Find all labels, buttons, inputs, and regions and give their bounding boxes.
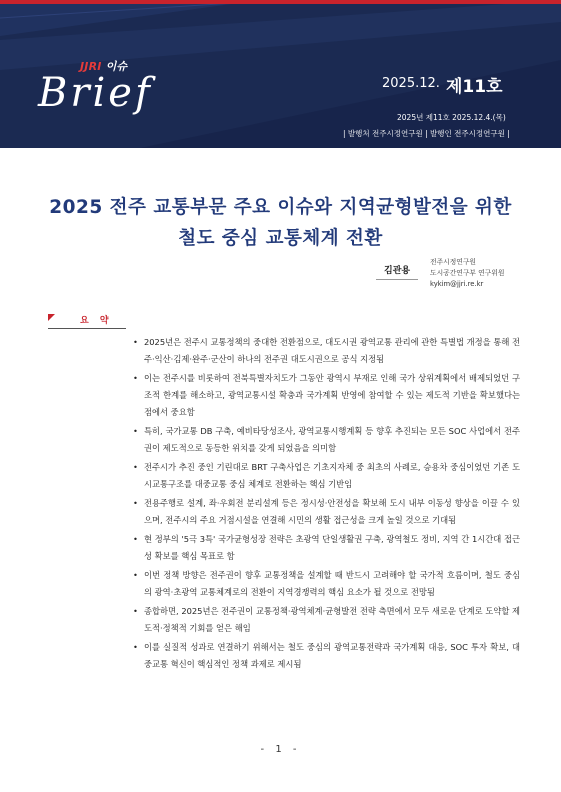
bullet-icon: • [133, 373, 138, 383]
summary-item-text: 이는 전주시를 비롯하여 전북특별자치도가 그동안 광역시 부재로 인해 국가 상위계획에서 배제되었던 구조적 한계를 해소하고, 광역교통시설 확충과 국가계획 반영에 참여할 수 있는 제도적 기반을 확보했다는 점에서 중요함 [144, 373, 520, 417]
summary-item-text: 종합하면, 2025년은 전주권이 교통정책·광역체계·균형발전 전략 측면에서 모두 새로운 단계로 도약할 제도적·정책적 기회를 얻은 해임 [144, 606, 520, 633]
brief-wordmark: Brief [38, 70, 153, 116]
summary-label: 요 약 [80, 316, 113, 326]
header-banner [0, 0, 561, 148]
summary-list [133, 334, 520, 675]
list-item [133, 423, 520, 457]
issue-number: 제11호 [446, 77, 503, 97]
bullet-icon: • [133, 498, 138, 508]
bullet-icon: • [133, 606, 138, 616]
jjri-logo-mark: JJRI [80, 60, 102, 73]
list-item [133, 370, 520, 421]
summary-item-text: 특히, 국가교통 DB 구축, 예비타당성조사, 광역교통시행계획 등 향후 추진되는 모든 SOC 사업에서 전주권이 제도적으로 동등한 위치를 갖게 되었음을 의미함 [144, 426, 520, 453]
summary-item-text: 전용주행로 설계, 좌·우회전 분리설계 등은 정시성·안전성을 확보해 도시 내부 이동성 향상을 이끌 수 있으며, 전주시의 주요 거점시설을 연결해 시민의 생활 접근성을 크게 높일 것으로 기대됨 [144, 498, 520, 525]
jjri-logo-suffix: 이슈 [101, 60, 128, 73]
list-item [133, 567, 520, 601]
summary-item-text: 현 정부의 '5극 3특' 국가균형성장 전략은 초광역 단일생활권 구축, 광역철도 정비, 지역 간 1시간대 접근성 확보를 핵심 목표로 함 [144, 534, 520, 561]
jjri-brief-logo [38, 58, 168, 124]
list-item [133, 531, 520, 565]
author-org: 전주시정연구원 [430, 258, 476, 266]
list-item [133, 459, 520, 493]
summary-item-text: 이를 실질적 성과로 연결하기 위해서는 철도 중심의 광역교통전략과 국가계획 대응, SOC 투자 확보, 대중교통 혁신이 핵심적인 정책 과제로 제시됨 [144, 642, 520, 669]
list-item [133, 334, 520, 368]
list-item [133, 603, 520, 637]
summary-heading [48, 311, 126, 327]
summary-item-text: 전주시가 추진 중인 기린대로 BRT 구축사업은 기초지자체 중 최초의 사례로, 승용차 중심이었던 기존 도시교통구조를 대중교통 중심 체계로 전환하는 핵심 기반임 [144, 462, 520, 489]
summary-item-text: 2025년은 전주시 교통정책의 중대한 전환점으로, 대도시권 광역교통 관리에 관한 특별법 개정을 통해 전주·익산·김제·완주·군산이 하나의 전주권 대도시권으로 공식 지정됨 [144, 337, 520, 364]
bullet-icon: • [133, 570, 138, 580]
red-corner-icon [48, 314, 55, 321]
list-item [133, 495, 520, 529]
author-email[interactable]: kykim@jjri.re.kr [430, 280, 484, 288]
publication-line: 2025년 제11호 2025.12.4.(목) [397, 113, 506, 122]
list-item [133, 639, 520, 673]
author-info [430, 257, 504, 290]
summary-underline [48, 328, 126, 329]
author-name: 김관용 [384, 266, 411, 276]
publisher-line: | 발행처 전주시정연구원 | 발행인 전주시정연구원 | [343, 129, 510, 138]
bullet-icon: • [133, 337, 138, 347]
bullet-icon: • [133, 534, 138, 544]
bullet-icon: • [133, 426, 138, 436]
page-number: - 1 - [260, 744, 301, 755]
summary-item-text: 이번 정책 방향은 전주권이 향후 교통정책을 설계할 때 반드시 고려해야 할 국가적 흐름이며, 철도 중심의 광역·초광역 교통체계로의 전환이 지역경쟁력의 핵심 요소가 될 것으로 전망됨 [144, 570, 520, 597]
author-divider [376, 279, 418, 280]
author-dept: 도시공간연구부 연구위원 [430, 269, 505, 277]
document-title-line2: 철도 중심 교통체계 전환 [178, 228, 383, 249]
bullet-icon: • [133, 462, 138, 472]
document-title-line1: 2025 전주 교통부문 주요 이슈와 지역균형발전을 위한 [49, 197, 512, 218]
issue-date: 2025.12. [382, 76, 440, 91]
bullet-icon: • [133, 642, 138, 652]
